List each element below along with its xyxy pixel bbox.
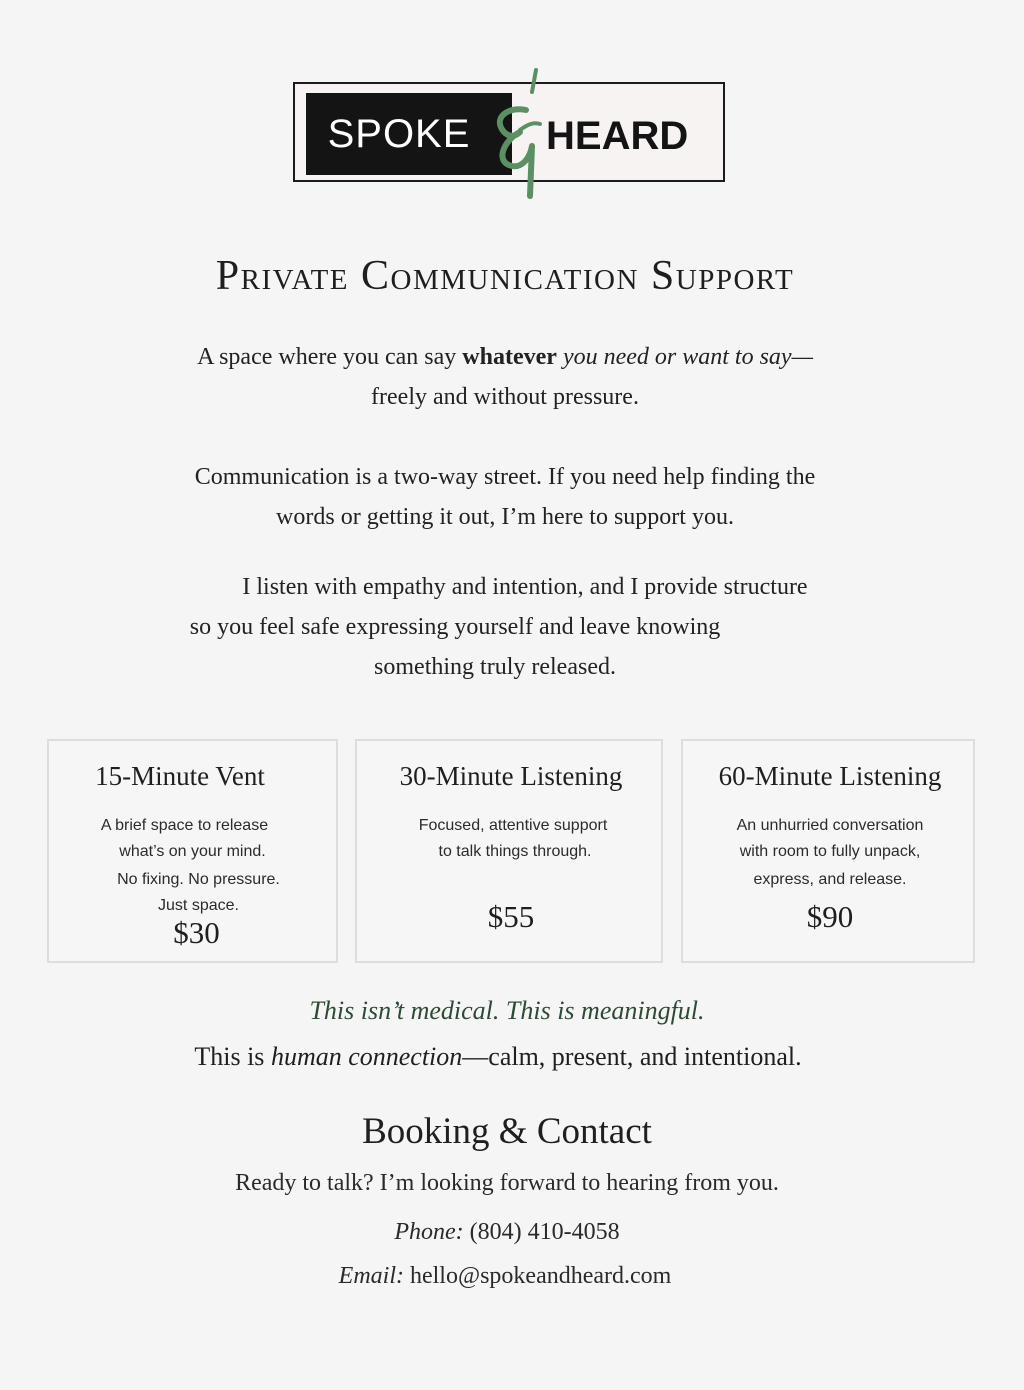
service-desc-line: An unhurried conversation [736,817,924,834]
human-connection-line [0,1042,996,1072]
page-title: Private Communication Support [215,253,795,299]
paragraph3-line-3: something truly released. [374,654,616,680]
service-title: 15-Minute Vent [95,761,265,791]
service-price: $30 [173,915,220,950]
service-price: $90 [806,899,854,934]
human-lead: This is [194,1042,271,1071]
paragraph3-line-2: so you feel safe expressing yourself and leave knowing [189,614,721,640]
service-card-60-minute [681,739,975,963]
service-price: $55 [487,899,535,934]
service-title: 30-Minute Listening [399,761,623,791]
booking-heading: Booking & Contact [362,1111,652,1152]
logo-ampersand-icon [486,66,556,200]
logo-word-spoke: SPOKE [327,112,471,156]
service-desc-line: to talk things through. [438,843,592,860]
human-italic: human connection [270,1042,463,1071]
service-desc-line: express, and release. [753,871,907,888]
phone-label: Phone: [394,1219,464,1245]
service-card-30-minute [355,739,663,963]
tagline: This isn’t medical. This is meaningful. [309,996,705,1025]
human-rest: —calm, present, and intentional. [462,1042,802,1071]
intro-line-1 [0,337,1010,377]
intro-line-2: freely and without pressure. [371,384,639,410]
service-desc-line: with room to fully unpack, [739,843,921,860]
service-desc-line: No fixing. No pressure. [117,871,280,888]
logo-word-heard: HEARD [546,114,689,158]
paragraph2-line-1: Communication is a two-way street. If you need help finding the [194,464,816,490]
service-desc-line: Focused, attentive support [418,817,608,834]
email-label: Email: [338,1263,404,1289]
phone-line [0,1219,1014,1246]
paragraph3-line-1: I listen with empathy and intention, and I provide structure [242,574,808,600]
booking-subtext: Ready to talk? I’m looking forward to hearing from you. [235,1170,779,1196]
intro-bold: whatever [462,344,557,370]
service-title: 60-Minute Listening [718,761,942,791]
service-desc-line: what’s on your mind. [119,843,266,860]
phone-number[interactable]: (804) 410-4058 [469,1219,620,1245]
service-card-15-minute [47,739,338,963]
paragraph2-line-2: words or getting it out, I’m here to support you. [276,504,734,530]
email-address[interactable]: hello@spokeandheard.com [409,1263,672,1289]
email-line [0,1263,1012,1290]
service-desc-line: Just space. [158,897,239,914]
intro-italic: you need or want to say— [556,344,813,370]
service-desc-line: A brief space to release [100,817,269,834]
intro-lead: A space where you can say [197,344,463,370]
